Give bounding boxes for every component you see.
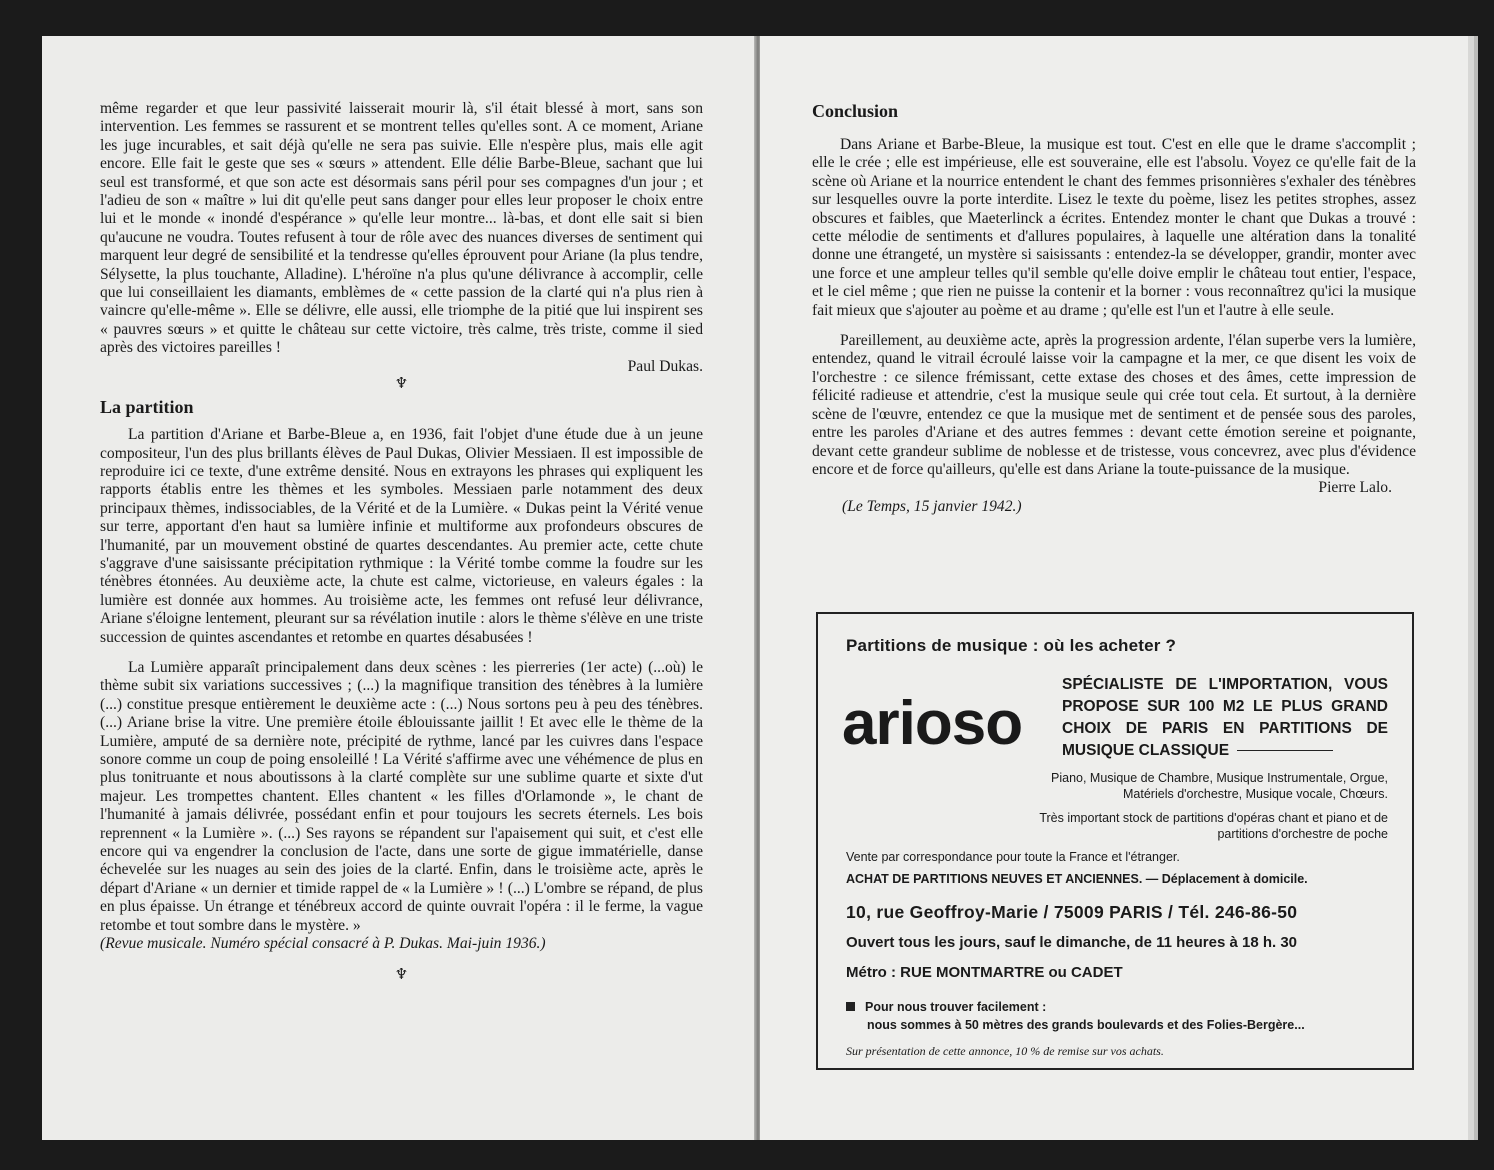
- body-paragraph: Dans Ariane et Barbe-Bleue, la musique est tout. C'est en elle que le drame s'accomplit ; elle le crée ; elle est impérieuse, elle est souveraine, elle est l'absolu. Voyez ce qu'elle fait de la scène où Ariane et la nourrice entendent le chant des femmes prisonnières s'exhaler des ténèbres sur lesquelles ouvre la porte interdite. Lisez le texte du poème, lisez les petites strophes, assez obscures et faibles, que Maeterlinck a écrites. Entendez monter le chant que Dukas a trouvé : cette mélodie de sentiments et d'allures populaires, à laquelle une altération dans la tonalité donne une étrangeté, un mystère si saisissants : entendez-la se développer, grandir, monter avec une force et une ampleur telles qu'il semble qu'elle doive emplir le château tout entier, l'espace, et le ciel même ; que rien ne puisse la contenir et la borner : vous reconnaîtrez qu'ici la musique fait mieux que s'ajouter au poème et au drame ; qu'elle est l'un et l'autre à elle seule.: [812, 136, 1416, 319]
- ad-title: Partitions de musique : où les acheter ?: [846, 636, 1177, 655]
- section-heading: La partition: [100, 397, 194, 418]
- body-paragraph: La partition d'Ariane et Barbe-Bleue a, en 1936, fait l'objet d'une étude due à un jeune compositeur, l'un des plus brillants élèves de Paul Dukas, Olivier Messiaen. Il est impossible de reproduire ici ce texte, d'une extrême densité. Nous en extrayons les phrases qui expliquent les rapports établis entre les thèmes et les symboles. Messiaen parle notamment des deux principaux thèmes, indissociables, de la Vérité et de la Lumière. « Dukas peint la Vérité venue sur terre, apportant d'en haut sa lumière infinie et multiforme aux profondeurs obscures de l'humanité, par un mouvement obstiné de quartes descendantes. Au premier acte, cette chute s'aggrave d'une saisissante précipitation rythmique : la Vérité tombe comme la foudre sur les ténèbres étonnées. Au deuxième acte, la chute est calme, victorieuse, en valeurs égales : la lumière est donnée aux hommes. Au troisième acte, les femmes ont refusé leur délivrance, Ariane s'éloigne lentement, pleurant sur sa révélation inutile : alors le thème s'élève en une triste succession de quintes ascendantes et retombe en quartes désabusées !: [100, 426, 703, 646]
- opening-hours: Ouvert tous les jours, sauf le dimanche, de 11 heures à 18 h. 30: [846, 934, 1298, 951]
- signature: Paul Dukas.: [627, 357, 703, 375]
- directions-heading: Pour nous trouver facilement :: [865, 1000, 1047, 1014]
- divider: [1237, 750, 1333, 751]
- body-paragraph: même regarder et que leur passivité laisserait mourir là, s'il était blessé à mort, sans son intervention. Les femmes se rassurent et se montrent telles qu'elles sont. A ce moment, Ariane les juge incurables, et sait déjà qu'elle ne sera pas suivie. Elle n'espère plus, mais elle agit encore. Elle fait le geste que ses « sœurs » attendent. Elle délie Barbe-Bleue, sachant que lui seul est transformé, et que son acte est désormais sans péril pour ses compagnes d'un jour ; et l'adieu de son « maître » lui dit qu'elle peut sans danger pour elles leur proposer le choix entre lui et le monde « inondé d'espérance » qu'elle leur montre... là-bas, et dont elle sait si bien qu'aucune ne voudra. Toutes refusent à tour de rôle avec des nuances diverses de sentiment qui marquent leur degré de sensibilité et la tendresse qu'elles éprouvent pour Ariane (la plus tendre, Sélysette, la plus touchante, Alladine). L'héroïne n'a plus qu'une délivrance à accomplir, celle que lui conseillaient les diamants, emblèmes de « cette passion de la clarté qui n'a plus rien à vaincre qu'elle-même ». Elle se délivre, elle aussi, elle triomphe de la pitié que lui inspirent ses « pauvres sœurs » et quitte le château sur cette victoire, très calme, très triste, comme il sied après des victoires pareilles !: [100, 100, 703, 357]
- arioso-logo: arioso: [842, 689, 1023, 758]
- mail-order-text: Vente par correspondance pour toute la France et l'étranger.: [846, 850, 1180, 864]
- purchase-text: ACHAT DE PARTITIONS NEUVES ET ANCIENNES. — Déplacement à domicile.: [846, 872, 1308, 886]
- body-paragraph: Pareillement, au deuxième acte, après la progression ardente, l'élan superbe vers la lumière, entendez, quand le vitrail écroulé laisse voir la campagne et la mer, ce que disent les voix de l'orchestre : ce silence frémissant, cette extase des choses et des âmes, cette impression de félicité radieuse et attendrie, c'est la musique seule qui crée tout cela. Et surtout, à la dernière scène de l'œuvre, entendez ce que la musique met de sentiment et de pensée sous des paroles, entre les paroles d'Ariane et des autres femmes : devant cette émotion sereine et poignante, devant cette grandeur sublime de noblesse et de tristesse, vous concevrez, avec plus d'évidence encore et de force qu'ailleurs, qu'elle est dans Ariane la toute-puissance de la musique.: [812, 332, 1416, 478]
- specialist-line: SPÉCIALISTE DE L'IMPORTATION, VOUS PROPOSE SUR 100 M2 LE PLUS GRAND CHOIX DE PARIS EN PARTITIONS DE MUSIQUE CLASSIQUE: [1062, 676, 1388, 759]
- left-page: [42, 36, 756, 1140]
- ornament: ♆: [394, 376, 409, 393]
- section-heading: Conclusion: [812, 101, 899, 121]
- signature: Pierre Lalo.: [1318, 479, 1392, 497]
- body-paragraph: La Lumière apparaît principalement dans deux scènes : les pierreries (1er acte) (...où) le thème subit six variations successives ; (...) la magnifique transition des ténèbres à la lumière (...) constitue presque entièrement le deuxième acte : (...) Nous sortons peu à peu des ténèbres. (...) Ariane brise la vitre. Une première étoile éblouissante jaillit ! Et avec elle le thème de la Lumière, amputé de sa dernière note, précipité de rythme, lancé par les cuivres dans l'espace sonore comme un coup de poing ensoleillé ! La Vérité s'affirme avec une véhémence de plus en plus tonitruante et nous aboutissons à la clarté complète sur une sublime quarte et sixte d'ut majeur. Les trompettes chantent. Elles chantent « les filles d'Orlamonde », le chant de l'humanité à jamais délivrée, possédant enfin et pour toujours les secrets éternels. Les bois reprennent « la Lumière ». (...) Ses rayons se répandent sur l'apaisement qui suit, et c'est elle encore qui va engendrer la conclusion de l'acte, dans une sorte de gigue immatérielle, danse échevelée sur les nuages au sein des joies de la clarté. Enfin, dans le troisième acte, après le départ d'Ariane « un dernier et timide rappel de « la Lumière » ! (...) L'ombre se répand, de plus en plus épaisse. Un étrange et ténébreux accord de quinte ouvrait l'opéra : il le ferme, la vague retombe et tout sombre dans le mystère. »: [100, 658, 703, 934]
- discount-note: Sur présentation de cette annonce, 10 % de remise sur vos achats.: [846, 1044, 1164, 1058]
- page-edge: [1474, 36, 1478, 1140]
- right-column: [812, 100, 1416, 516]
- metro-info: Métro : RUE MONTMARTRE ou CADET: [846, 964, 1123, 981]
- bullet-square-icon: [846, 1002, 855, 1011]
- source-citation: (Le Temps, 15 janvier 1942.): [842, 497, 1022, 515]
- instruments-text: Piano, Musique de Chambre, Musique Instrumentale, Orgue, Matériels d'orchestre, Musique vocale, Chœurs.: [1051, 771, 1388, 801]
- arioso-advertisement: [816, 612, 1414, 1070]
- address-text: 10, rue Geoffroy-Marie / 75009 PARIS / Tél. 246-86-50: [846, 902, 1298, 922]
- source-citation: (Revue musicale. Numéro spécial consacré à P. Dukas. Mai-juin 1936.): [100, 935, 546, 953]
- directions: [846, 998, 1305, 1034]
- specialist-text: [1062, 674, 1388, 762]
- left-column: [100, 100, 703, 983]
- directions-text: nous sommes à 50 mètres des grands boulevards et des Folies-Bergère...: [867, 1018, 1305, 1032]
- stock-text: Très important stock de partitions d'opéras chant et piano et de partitions d'orchestre de poche: [1039, 811, 1388, 841]
- ornament: ♆: [394, 967, 409, 984]
- right-page: [760, 36, 1470, 1140]
